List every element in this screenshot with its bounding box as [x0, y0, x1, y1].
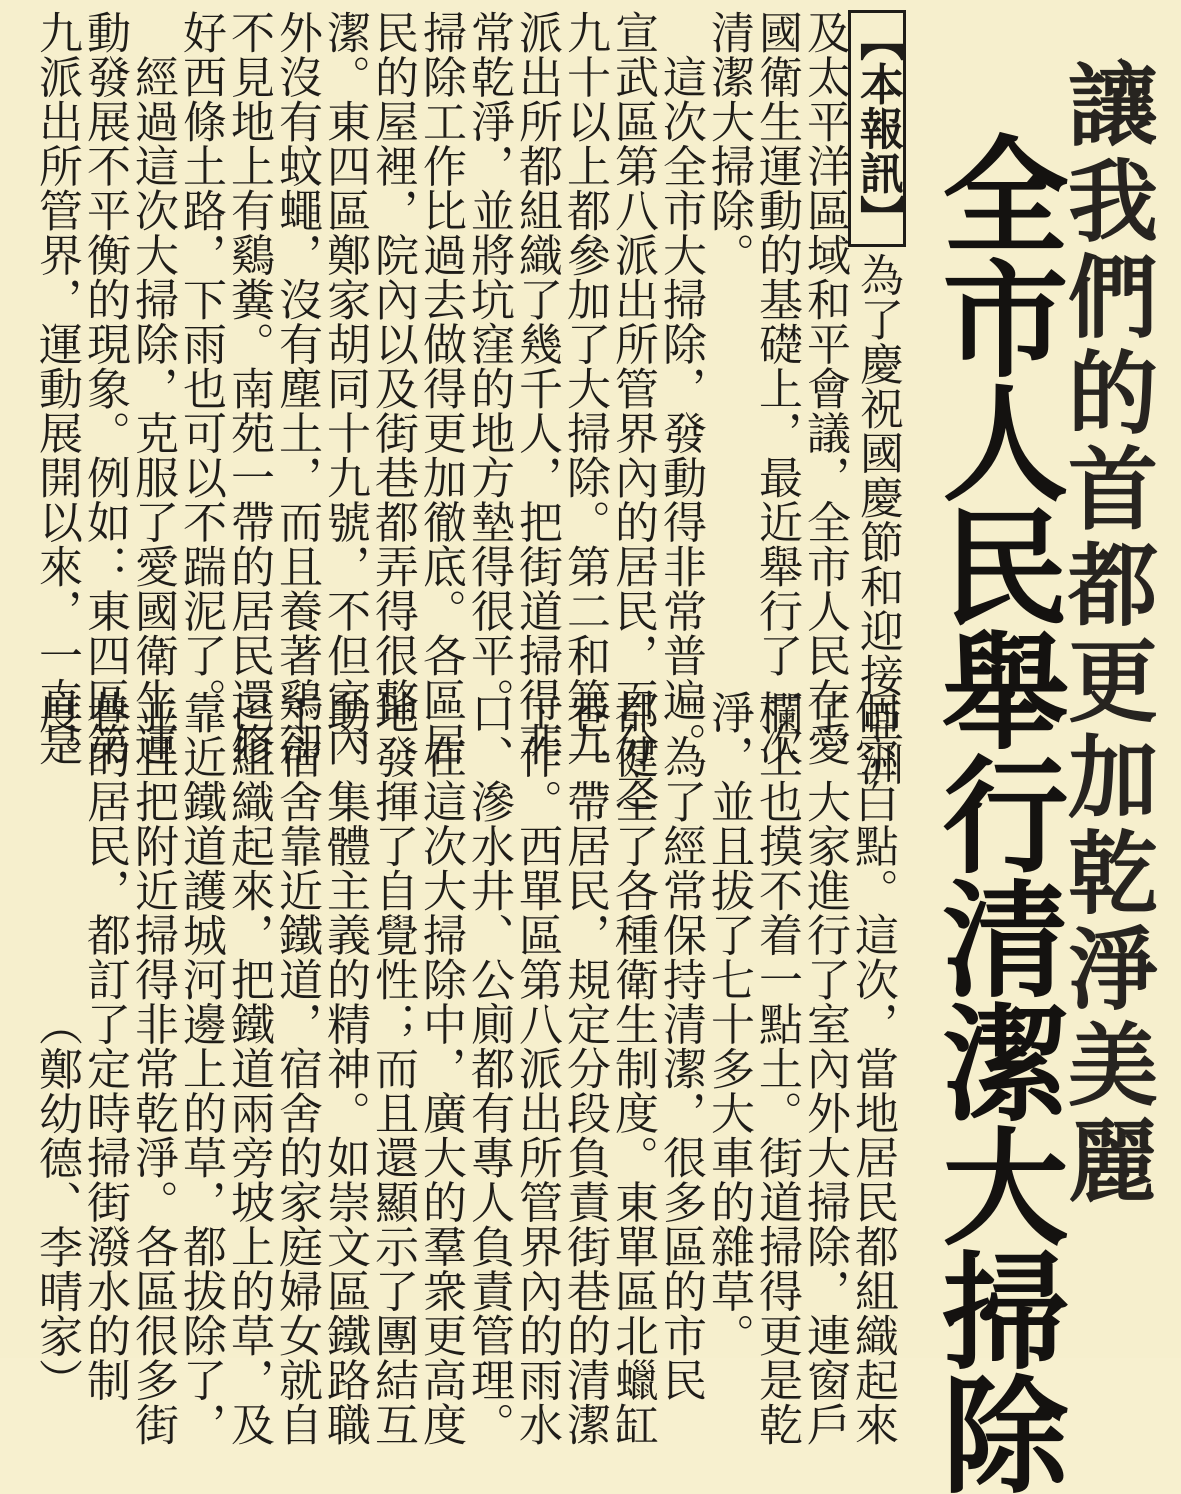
article-column: 並且把附近掃得非常乾淨。各區很多街 — [127, 690, 178, 1447]
article-column: 在這次大掃除中，廣大的羣衆更高度 — [415, 690, 466, 1447]
headline-title: 全市人民舉行清潔大掃除 — [922, 130, 1070, 1494]
article-column: 口、滲水井、公廁都有專人負責管理。 — [463, 690, 514, 1447]
article-column: 不見地上有鷄糞。南苑一帶的居民還修 — [223, 10, 274, 767]
article-column: 派出所都組織了幾千人，把街道掃得非 — [511, 10, 562, 767]
headline-subtitle: 讓我們的首都更加乾淨美麗 — [1052, 58, 1158, 1210]
article-column: 靠近鐵道護城河邊上的草，都拔除了， — [175, 690, 226, 1447]
article-column: 潔。東四區鄭家胡同十九號，不但室內 — [319, 10, 370, 767]
article-column: 國衛生運動的基礎上，最近舉行了一次 — [751, 10, 802, 767]
article-column: 工宿舍靠近鐵道，宿舍的家庭婦女就自 — [271, 690, 322, 1447]
article-column: 地發揮了自覺性；而且還顯示了團結互 — [367, 690, 418, 1447]
article-column: 淨，並且拔了七十多大車的雜草。 — [703, 690, 754, 1358]
article-column: 民的屋裡，院內以及街巷都弄得很整 — [367, 10, 418, 722]
article-column: 了，大家進行了室內外大掃除，連窗戶 — [799, 690, 850, 1447]
article-column: 度。 （鄭幼德、李晴家） — [31, 690, 82, 1403]
article-column: 為了經常保持清潔，很多區的市民 — [655, 690, 706, 1402]
article-column: 掃除工作比過去做得更加徹底。各區居 — [415, 10, 466, 767]
article-column: 個空白點。這次，當地居民都組織起來 — [847, 690, 898, 1447]
article-column: 巷一帶居民，規定分段負責街巷的清潔 — [559, 690, 610, 1447]
article-column: 經過這次大掃除，克服了愛國衛生運 — [127, 10, 178, 767]
article-source-tag: 【本報訊】 — [848, 10, 906, 247]
article-column: 九十以上都參加了大掃除。第二和第九 — [559, 10, 610, 767]
article-column: 外沒有蚊蠅，沒有塵土，而且養著鷄卻 — [271, 10, 322, 767]
article-column: 宣武區第八派出所管界內的居民，百分之 — [607, 10, 658, 811]
article-column: 己組織起來，把鐵道兩旁坡上的草，及 — [223, 690, 274, 1447]
article-column: 這次全市大掃除，發動得非常普遍。 — [655, 10, 706, 767]
article-column: 助、集體主義的精神。如崇文區鐵路職 — [319, 690, 370, 1447]
article-column: 欄上也摸不着一點土。街道掃得更是乾 — [751, 690, 802, 1447]
article-column-text: 為了慶祝國慶節和迎接亞洲 — [852, 252, 903, 787]
article-column: 巷的居民，都訂了定時掃街潑水的制 — [79, 690, 130, 1402]
article-column: 及太平洋區域和平會議，全市人民在愛 — [799, 10, 850, 767]
article-column: 工作。西單區第八派出所管界內的雨水 — [511, 690, 562, 1447]
article-column: 清潔大掃除。 — [703, 10, 754, 277]
article-column — [848, 10, 906, 787]
article-column: 都健全了各種衛生制度。東單區北蠟缸 — [607, 690, 658, 1447]
article-column: 常乾淨，並將坑窪的地方墊得很平。 — [463, 10, 514, 722]
article-column: 動發展不平衡的現象。例如：東四區第 — [79, 10, 130, 767]
article-column: 九派出所管界，運動展開以來，一直是 — [31, 10, 82, 767]
article-column: 好西條土路，下雨也可以不踹泥了。 — [175, 10, 226, 722]
